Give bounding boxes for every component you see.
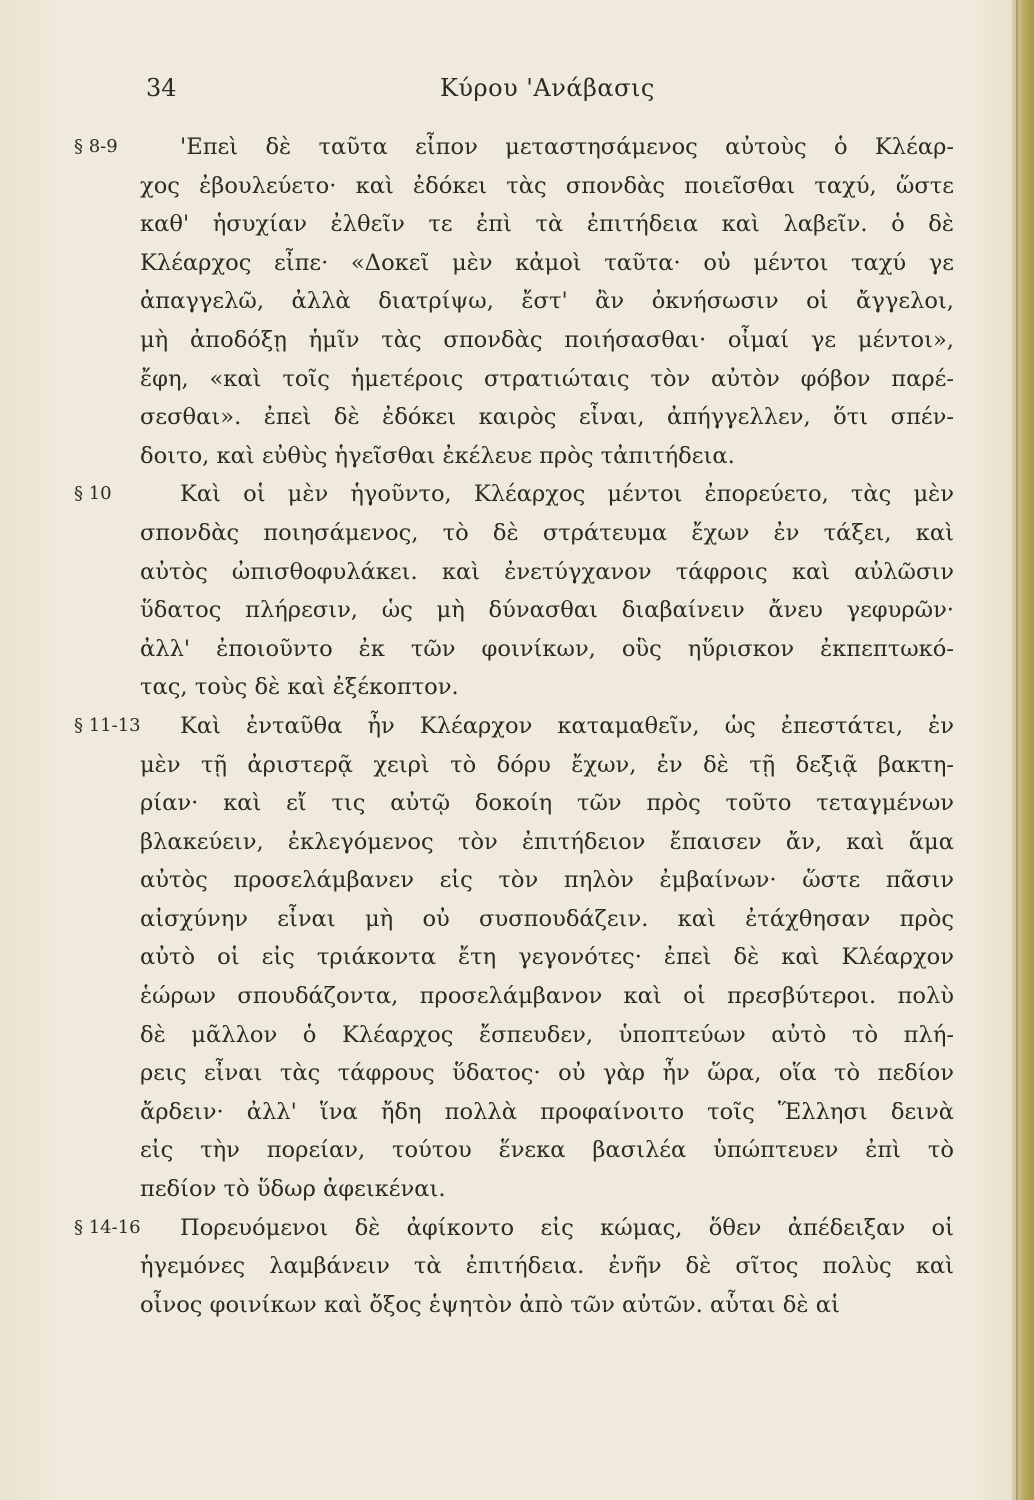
text-line: Κλέαρχος εἶπε· «Δοκεῖ μὲν κἀμοὶ ταῦτα· οὐ μέντοι ταχύ γε — [140, 249, 954, 276]
text-line: ἡγεμόνες λαμβάνειν τὰ ἐπιτήδεια. ἐνῆν δὲ σῖτος πολὺς καὶ — [140, 1253, 954, 1280]
text-line: αὐτὸ οἱ εἰς τριάκοντα ἔτη γεγονότες· ἐπεὶ δὲ καὶ Κλέαρχον — [140, 944, 954, 971]
section — [74, 475, 954, 707]
text-line: σεσθαι». ἐπεὶ δὲ ἐδόκει καιρὸς εἶναι, ἀπήγγελλεν, ὅτι σπέν- — [140, 404, 954, 431]
text-line: Καὶ ἐνταῦθα ἦν Κλέαρχον καταμαθεῖν, ὡς ἐπεστάτει, ἐν — [180, 712, 954, 739]
text-line: ὕδατος πλήρεσιν, ὡς μὴ δύνασθαι διαβαίνειν ἄνευ γεφυρῶν· — [140, 597, 954, 624]
section — [74, 707, 954, 1209]
text-line: εἰς τὴν πορείαν, τούτου ἕνεκα βασιλέα ὑπώπτευεν ἐπὶ τὸ — [140, 1137, 954, 1164]
body-text — [74, 128, 954, 1324]
text-line: μὲν τῇ ἀριστερᾷ χειρὶ τὸ δόρυ ἔχων, ἐν δὲ τῇ δεξιᾷ βακτη- — [140, 751, 954, 778]
text-line: αὐτὸς προσελάμβανεν εἰς τὸν πηλὸν ἐμβαίνων· ὥστε πᾶσιν — [140, 867, 954, 894]
page-number: 34 — [146, 74, 177, 102]
running-title: Κύρου 'Ανάβασις — [440, 74, 655, 102]
text-line: ρεις εἶναι τὰς τάφρους ὕδατος· οὐ γὰρ ἦν ὥρα, οἵα τὸ πεδίον — [140, 1060, 954, 1087]
section — [74, 128, 954, 475]
text-line: οἶνος φοινίκων καὶ ὄξος ἑψητὸν ἀπὸ τῶν αὐτῶν. αὗται δὲ αἱ — [140, 1291, 840, 1318]
text-line: αὐτὸς ὠπισθοφυλάκει. καὶ ἐνετύγχανον τάφροις καὶ αὐλῶσιν — [140, 558, 954, 585]
text-line: καθ' ἡσυχίαν ἐλθεῖν τε ἐπὶ τὰ ἐπιτήδεια καὶ λαβεῖν. ὁ δὲ — [140, 211, 954, 238]
text-line: Πορευόμενοι δὲ ἀφίκοντο εἰς κώμας, ὅθεν ἀπέδειξαν οἱ — [180, 1214, 954, 1241]
text-line: ἀλλ' ἐποιοῦντο ἐκ τῶν φοινίκων, οὓς ηὕρισκον ἐκπεπτωκό- — [140, 635, 954, 662]
text-line: αἰσχύνην εἶναι μὴ οὐ συσπουδάζειν. καὶ ἐτάχθησαν πρὸς — [140, 905, 954, 932]
text-line: ἄρδειν· ἀλλ' ἵνα ἤδη πολλὰ προφαίνοιτο τοῖς Ἕλλησι δεινὰ — [140, 1098, 954, 1125]
text-line: ἀπαγγελῶ, ἀλλὰ διατρίψω, ἔστ' ἂν ὀκνήσωσιν οἱ ἄγγελοι, — [140, 288, 954, 315]
text-line: τας, τοὺς δὲ καὶ ἐξέκοπτον. — [140, 674, 459, 701]
text-line: ρίαν· καὶ εἴ τις αὐτῷ δοκοίη τῶν πρὸς τοῦτο τεταγμένων — [140, 790, 954, 817]
text-line: χος ἐβουλεύετο· καὶ ἐδόκει τὰς σπονδὰς ποιεῖσθαι ταχύ, ὥστε — [140, 172, 954, 199]
text-line: Καὶ οἱ μὲν ἡγοῦντο, Κλέαρχος μέντοι ἐπορεύετο, τὰς μὲν — [180, 481, 954, 508]
text-line: ἑώρων σπουδάζοντα, προσελάμβανον καὶ οἱ πρεσβύτεροι. πολὺ — [140, 983, 954, 1010]
section-number: § 10 — [74, 483, 112, 505]
section-number: § 14-16 — [74, 1216, 141, 1238]
text-line: ἔφη, «καὶ τοῖς ἡμετέροις στρατιώταις τὸν αὐτὸν φόβον παρέ- — [140, 365, 954, 392]
text-line: πεδίον τὸ ὕδωρ ἀφεικέναι. — [140, 1176, 446, 1203]
page-header — [0, 74, 1034, 114]
text-line: σπονδὰς ποιησάμενος, τὸ δὲ στράτευμα ἔχων ἐν τάξει, καὶ — [140, 519, 954, 546]
text-line: δὲ μᾶλλον ὁ Κλέαρχος ἔσπευδεν, ὑποπτεύων αὐτὸ τὸ πλή- — [140, 1021, 954, 1048]
section-number: § 11-13 — [74, 714, 141, 736]
page-edge — [1012, 0, 1034, 1500]
text-line: 'Επεὶ δὲ ταῦτα εἶπον μεταστησάμενος αὐτοὺς ὁ Κλέαρ- — [180, 134, 954, 160]
text-line: δοιτο, καὶ εὐθὺς ἡγεῖσθαι ἐκέλευε πρὸς τἀπιτήδεια. — [140, 442, 735, 469]
text-line: βλακεύειν, ἐκλεγόμενος τὸν ἐπιτήδειον ἔπαισεν ἄν, καὶ ἅμα — [140, 828, 954, 855]
section-number: § 8-9 — [74, 136, 118, 157]
text-line: μὴ ἀποδόξῃ ἡμῖν τὰς σπονδὰς ποιήσασθαι· οἶμαί γε μέντοι», — [140, 326, 954, 353]
section — [74, 1209, 954, 1325]
